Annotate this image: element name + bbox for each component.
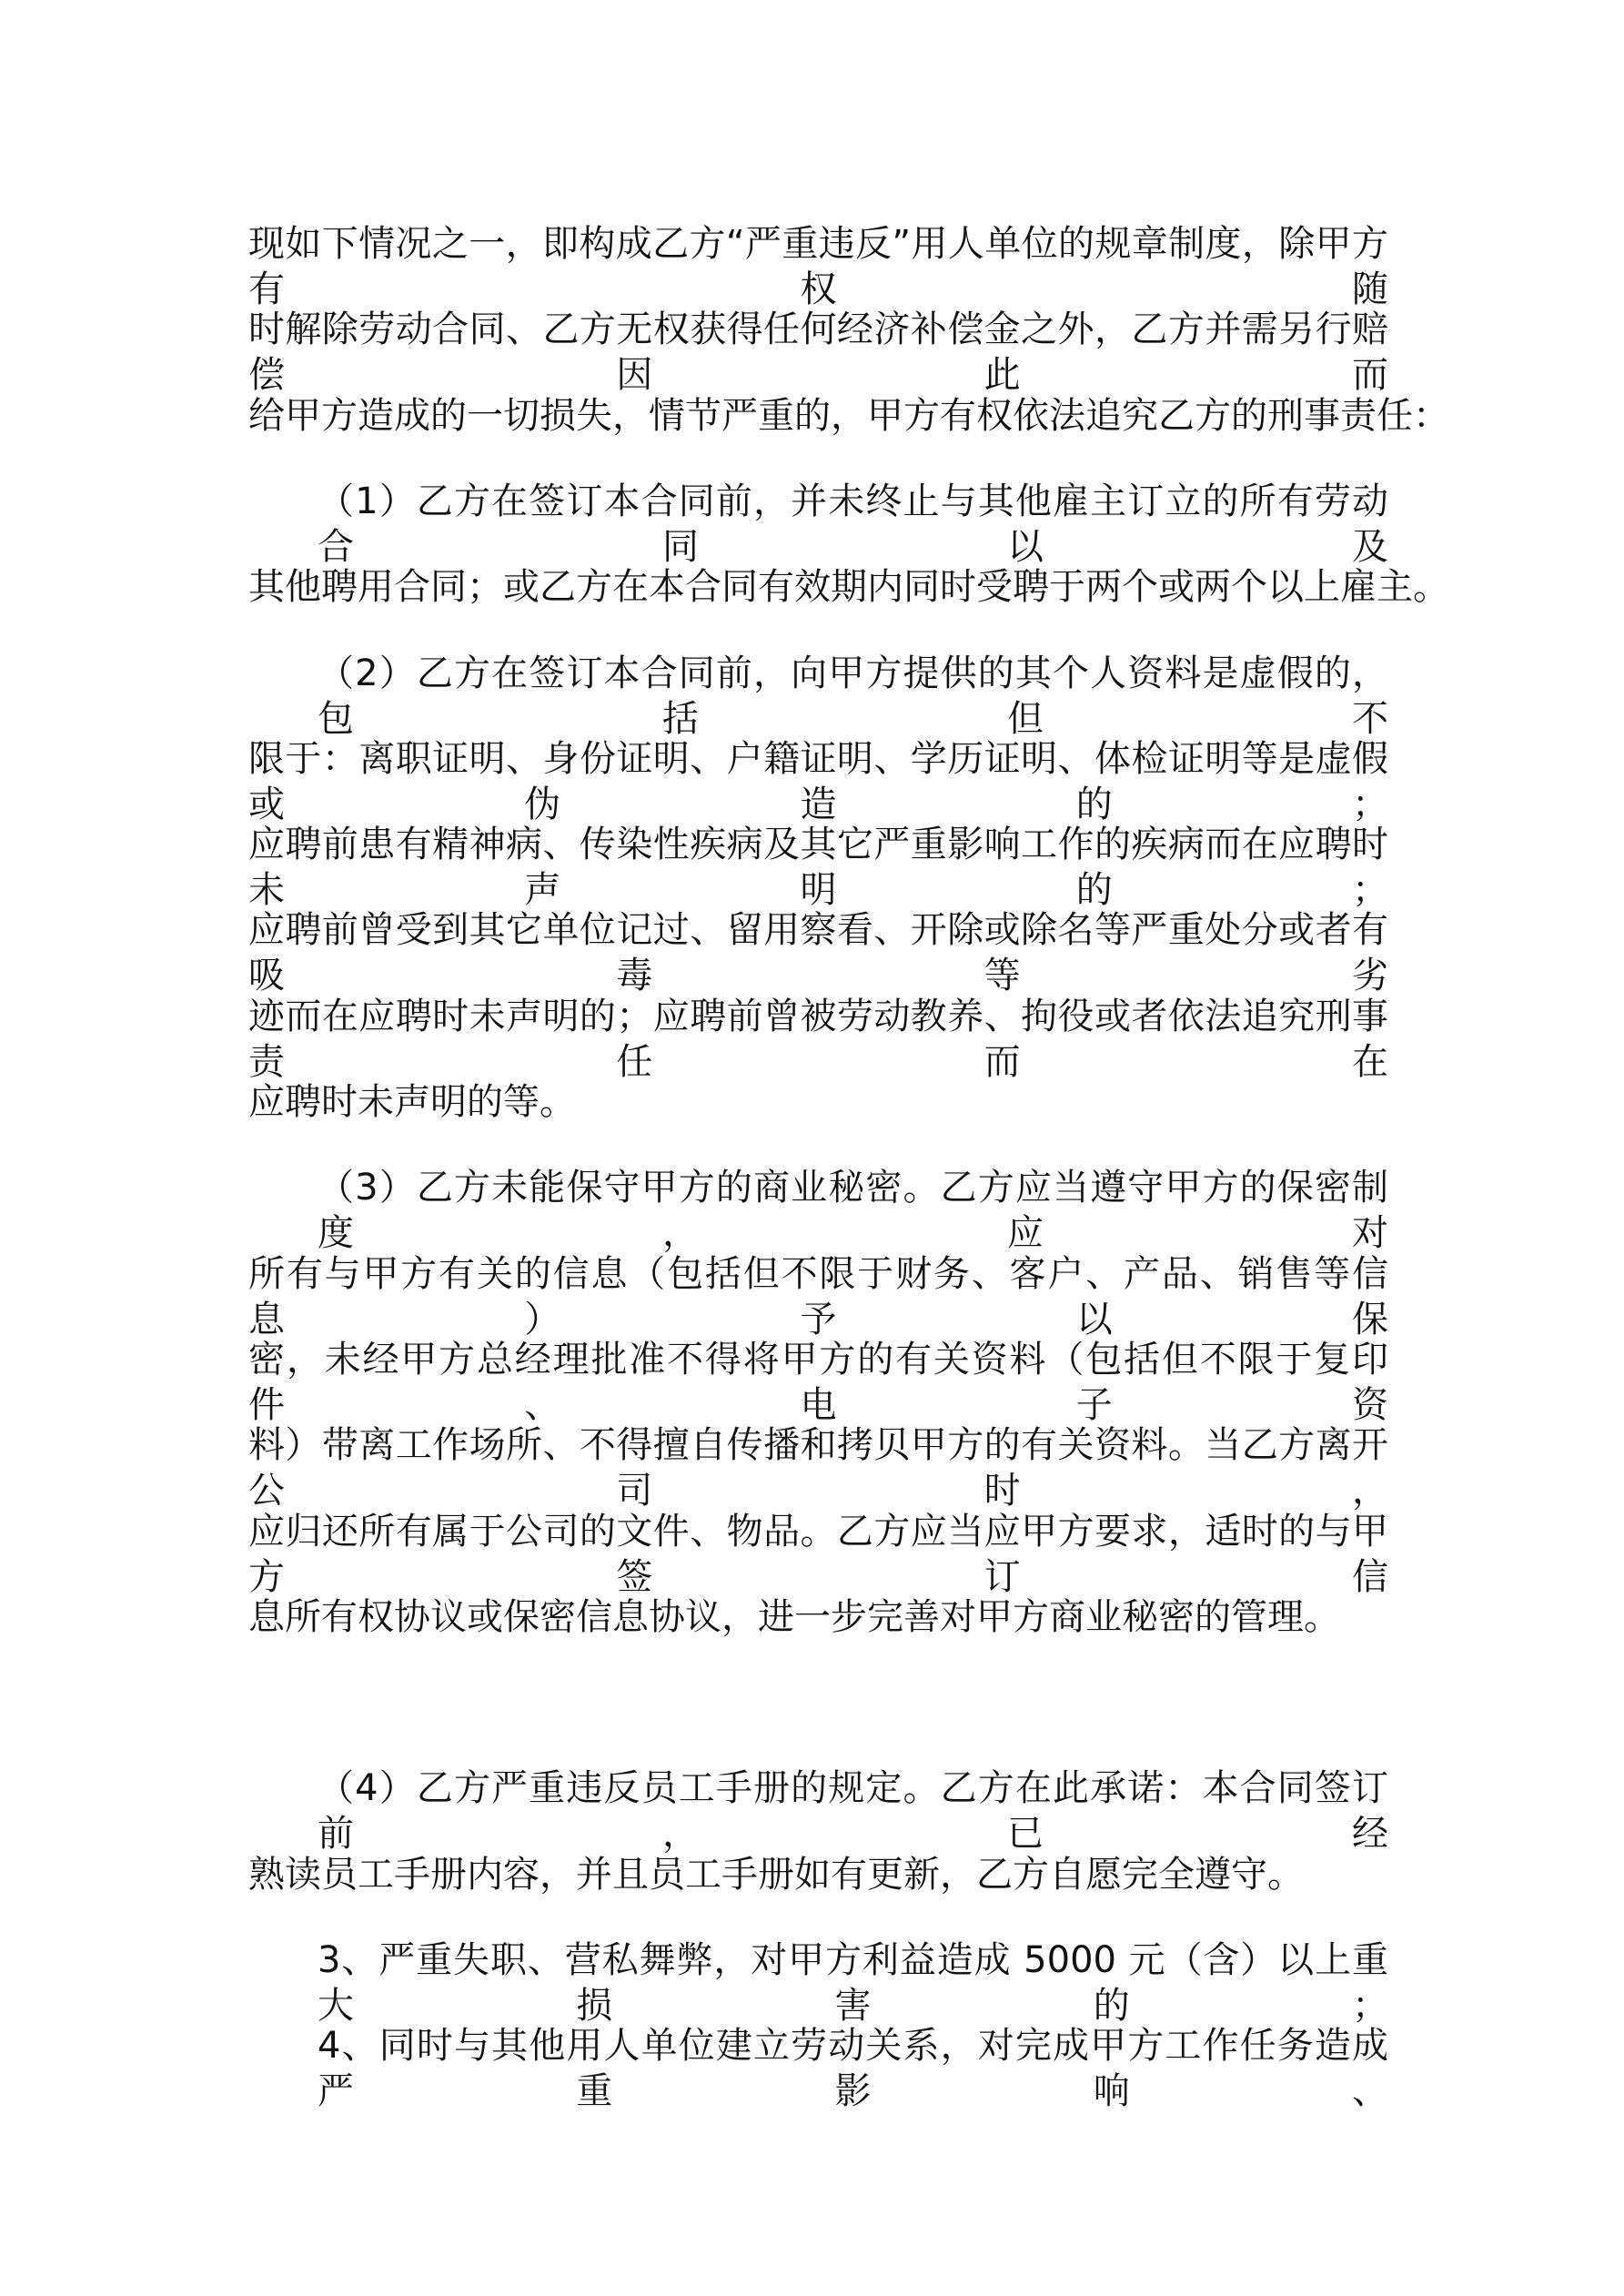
text-line: 4、同时与其他用人单位建立劳动关系，对完成甲方工作任务造成严重影响、 — [318, 2025, 1388, 2113]
text-line: （2）乙方在签订本合同前，向甲方提供的其个人资料是虚假的，包括但不 — [318, 652, 1388, 740]
text-line: 应归还所有属于公司的文件、物品。乙方应当应甲方要求，适时的与甲方签订信 — [248, 1510, 1388, 1598]
text-line: 时解除劳动合同、乙方无权获得任何经济补偿金之外，乙方并需另行赔偿因此而 — [248, 308, 1388, 397]
text-line: 限于：离职证明、身份证明、户籍证明、学历证明、体检证明等是虚假或伪造的； — [248, 737, 1388, 825]
text-line: （4）乙方严重违反员工手册的规定。乙方在此承诺：本合同签订前，已经 — [318, 1767, 1388, 1856]
text-line: 应聘前曾受到其它单位记过、留用察看、开除或除名等严重处分或者有吸毒等劣 — [248, 909, 1388, 997]
text-line: 息所有权协议或保密信息协议，进一步完善对甲方商业秘密的管理。 — [248, 1595, 1340, 1638]
text-line: 熟读员工手册内容，并且员工手册如有更新，乙方自愿完全遵守。 — [248, 1853, 1304, 1896]
text-line: （3）乙方未能保守甲方的商业秘密。乙方应当遵守甲方的保密制度，应对 — [318, 1167, 1388, 1255]
text-line: 应聘时未声明的等。 — [248, 1081, 576, 1123]
text-line: 3、严重失职、营私舞弊，对甲方利益造成 5000 元（含）以上重大损害的； — [318, 1939, 1388, 2027]
text-line: （1）乙方在签订本合同前，并未终止与其他雇主订立的所有劳动合同以及 — [318, 480, 1388, 568]
text-line: 现如下情况之一，即构成乙方“严重违反”用人单位的规章制度，除甲方有权随 — [248, 223, 1388, 310]
text-line: 所有与甲方有关的信息（包括但不限于财务、客户、产品、销售等信息）予以保 — [248, 1252, 1388, 1340]
text-line: 迹而在应聘时未声明的；应聘前曾被劳动教养、拘役或者依法追究刑事责任而在 — [248, 995, 1388, 1083]
text-line: 应聘前患有精神病、传染性疾病及其它严重影响工作的疾病而在应聘时未声明的； — [248, 824, 1388, 912]
text-line: 密，未经甲方总经理批准不得将甲方的有关资料（包括但不限于复印件、电子资 — [248, 1338, 1388, 1426]
text-line: 其他聘用合同；或乙方在本合同有效期内同时受聘于两个或两个以上雇主。 — [248, 566, 1449, 609]
text-line: 料）带离工作场所、不得擅自传播和拷贝甲方的有关资料。当乙方离开公司时， — [248, 1424, 1388, 1512]
text-line: 给甲方造成的一切损失，情节严重的，甲方有权依法追究乙方的刑事责任： — [248, 394, 1449, 437]
